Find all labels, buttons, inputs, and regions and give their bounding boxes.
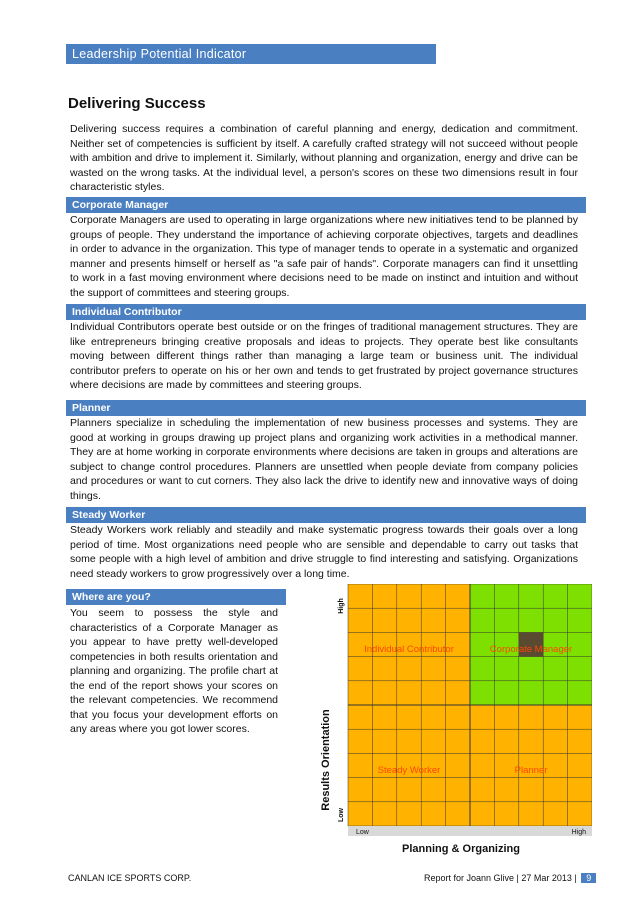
page-number: 9 [581,873,596,883]
y-axis-label: Results Orientation [320,709,332,811]
page-title: Delivering Success [68,95,206,112]
where-are-you-body: You seem to possess the style and characteristics of a Corporate Manager as you appear to have pretty well-developed competencies in both results orientation and planning and organizing. The profile chart at the end of the report shows your scores on the relevant competencies. We recommend that you focus your development efforts on any areas where you got lower scores. [70,607,278,735]
section-body-individual-contributor: Individual Contributors operate best outside or on the fringes of traditional management structures. They are like entrepreneurs bringing creative proposals and ideas to projects. They operate best like consultants moving between different things rather than managing a large team or business unit. The individual contributor prefers to operate on his or her own and tends to get frustrated by project governance structures where decisions are made by committees and steering groups. [70,321,578,391]
section-heading-steady-worker: Steady Worker [66,507,586,523]
section-heading-planner: Planner [66,400,586,416]
section-body-corporate-manager: Corporate Managers are used to operating in large organizations where new initiatives tend to be planned by groups of people. They understand the importance of achieving corporate objectives, targets and deadlines in order to advance in the organization. This type of manager tends to operate in a systematic and organized manner and presents himself or herself as "a safe pair of hands". Corporate managers can find it unsettling to work in a fast moving environment where decisions need to be made on instinct and intuition and without the support of committees and steering groups. [70,214,578,299]
x-axis-label: Planning & Organizing [402,843,520,855]
footer-report [424,873,596,883]
section-body-steady-worker: Steady Workers work reliably and steadily and make systematic progress towards their goals over a long period of time. Most organizations need people who are sensible and dependable to carry out tasks that some people with a high level of ambition and drive struggle to find interesting and satisfying. Organizations need steady workers to grow progressively over a long time. [70,524,578,580]
x-axis-band [348,826,592,836]
where-are-you-heading: Where are you? [66,589,286,605]
quadrant-label-top-right: Corporate Manager [489,644,573,655]
section-body-planner: Planners specialize in scheduling the implementation of new business processes and systems. They are good at working in groups drawing up project plans and organizing work activities in a methodical manner. They are at home working in corporate environments where decisions are taken in groups and alterations are subject to change control procedures. Planners are unsettled when people deviate from company policies and procedures or want to cut corners. They also lack the drive to identify new and innovative ways of doing things. [70,417,578,502]
quadrant-chart [316,584,592,856]
intro-paragraph: Delivering success requires a combination of careful planning and energy, dedication and commitment. Neither set of competencies is sufficient by itself. A carefully crafted strategy will not succeed without people with ambition and drive to implement it. Similarly, without planning and organization, energy and drive can be wasted on the wrong tasks. At the individual level, a person's scores on these two dimensions result in four characteristic styles. [70,123,578,193]
section-heading-individual-contributor: Individual Contributor [66,304,586,320]
footer-company: CANLAN ICE SPORTS CORP. [68,873,192,883]
x-tick-high: High [571,829,586,836]
quadrant-label-bottom-right: Planner [514,765,548,776]
quadrant-label-top-left: Individual Contributor [364,644,454,655]
y-tick-low: Low [338,808,345,822]
quadrant-label-bottom-left: Steady Worker [377,765,441,776]
section-heading-corporate-manager: Corporate Manager [66,197,586,213]
header-bar: Leadership Potential Indicator [66,44,436,64]
y-tick-high: High [338,598,345,614]
footer-report-text: Report for Joann Glive | 27 Mar 2013 | [424,873,577,883]
x-tick-low: Low [356,829,369,836]
